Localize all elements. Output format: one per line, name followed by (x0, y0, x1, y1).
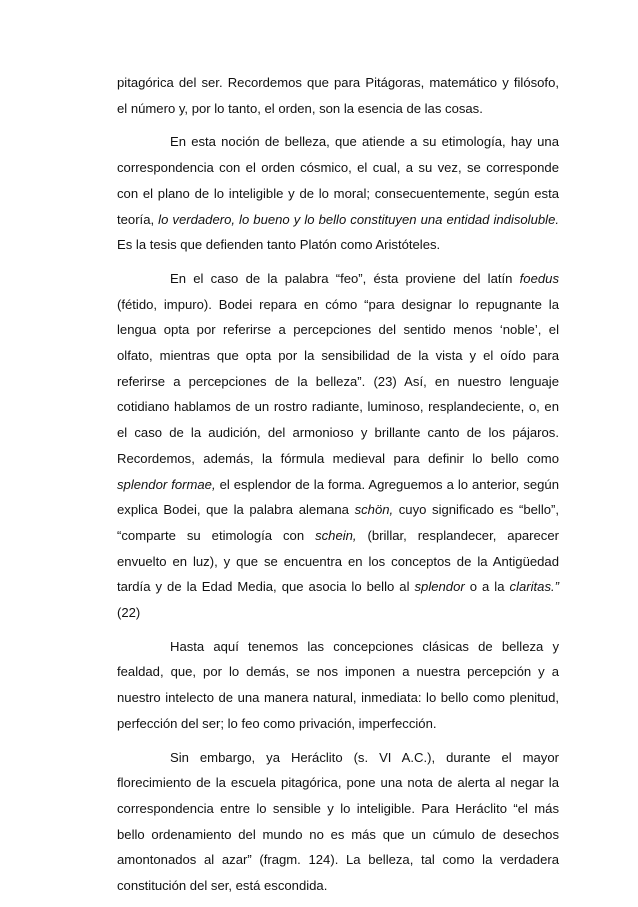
paragraph-text: Sin embargo, ya Heráclito (s. VI A.C.), durante el mayor florecimiento de la escuela pitagórica, pone una nota de alerta al negar la correspondencia entre lo sensible y lo inteligible. Para Heráclito “el más bello ordenamiento del mundo no es más que un cúmulo de desechos amontonados al azar” (fragm. 124). La belleza, tal como la verdadera constitución del ser, está escondida. (117, 749, 559, 894)
paragraph-text: En el caso de la palabra “feo”, ésta proviene del latín (170, 270, 520, 286)
paragraph-3 (117, 266, 559, 626)
paragraph-4 (117, 634, 559, 737)
paragraph-text: o a la (464, 579, 510, 595)
paragraph-5 (117, 745, 559, 899)
paragraph-text: Es la tesis que defienden tanto Platón como Aristóteles. (117, 237, 441, 253)
paragraph-text: En esta noción de belleza, que atiende a su etimología, hay una correspondencia con el orden cósmico, el cual, a su vez, se corresponde con el plano de lo inteligible y de lo moral; consecuentemente, según esta teoría, (117, 134, 559, 227)
paragraph-text: pitagórica del ser. Recordemos que para Pitágoras, matemático y filósofo, el número y, por lo tanto, el orden, son la esencia de las cosas. (117, 75, 559, 116)
italic-term: splendor formae, (117, 476, 216, 492)
paragraph-text: (brillar, resplandecer, aparecer envuelto en luz), y que se encuentra en los conceptos de la Antigüedad tardía y de la Edad Media, que asocia lo bello al (117, 527, 559, 595)
italic-term: foedus (519, 270, 559, 286)
paragraph-text: el esplendor de la forma. Agreguemos a lo anterior, según explica Bodei, que la palabra alemana (117, 476, 559, 518)
document-page (117, 70, 559, 907)
paragraph-1 (117, 70, 559, 121)
paragraph-text: Hasta aquí tenemos las concepciones clásicas de belleza y fealdad, que, por lo demás, se nos imponen a nuestra percepción y a nuestro intelecto de una manera natural, inmediata: lo bello como plenitud, perfección del ser; lo feo como privación, imperfección. (117, 638, 559, 731)
italic-phrase: lo verdadero, lo bueno y lo bello constituyen una entidad indisoluble. (158, 211, 559, 227)
paragraph-text: cuyo significado es “bello”, “comparte su etimología con (117, 502, 560, 543)
paragraph-text: (fétido, impuro). Bodei repara en cómo “para designar lo repugnante la lengua opta por referirse a percepciones del sentido menos ‘noble’, el olfato, mientras que opta por la sensibilidad de la vista y el oído para referirse a percepciones de la belleza”. (23) Así, en nuestro lenguaje cotidiano hablamos de un rostro radiante, luminoso, resplandeciente, o, en el caso de la audición, del armonioso y brillante canto de los pájaros. Recordemos, además, la fórmula medieval para definir lo bello como (117, 296, 559, 466)
italic-term: splendor (414, 579, 465, 595)
paragraph-2 (117, 129, 559, 258)
italic-term: schön, (354, 502, 394, 518)
paragraph-text: (22) (117, 605, 141, 621)
italic-term: claritas.” (509, 579, 559, 595)
italic-term: schein, (315, 527, 357, 543)
